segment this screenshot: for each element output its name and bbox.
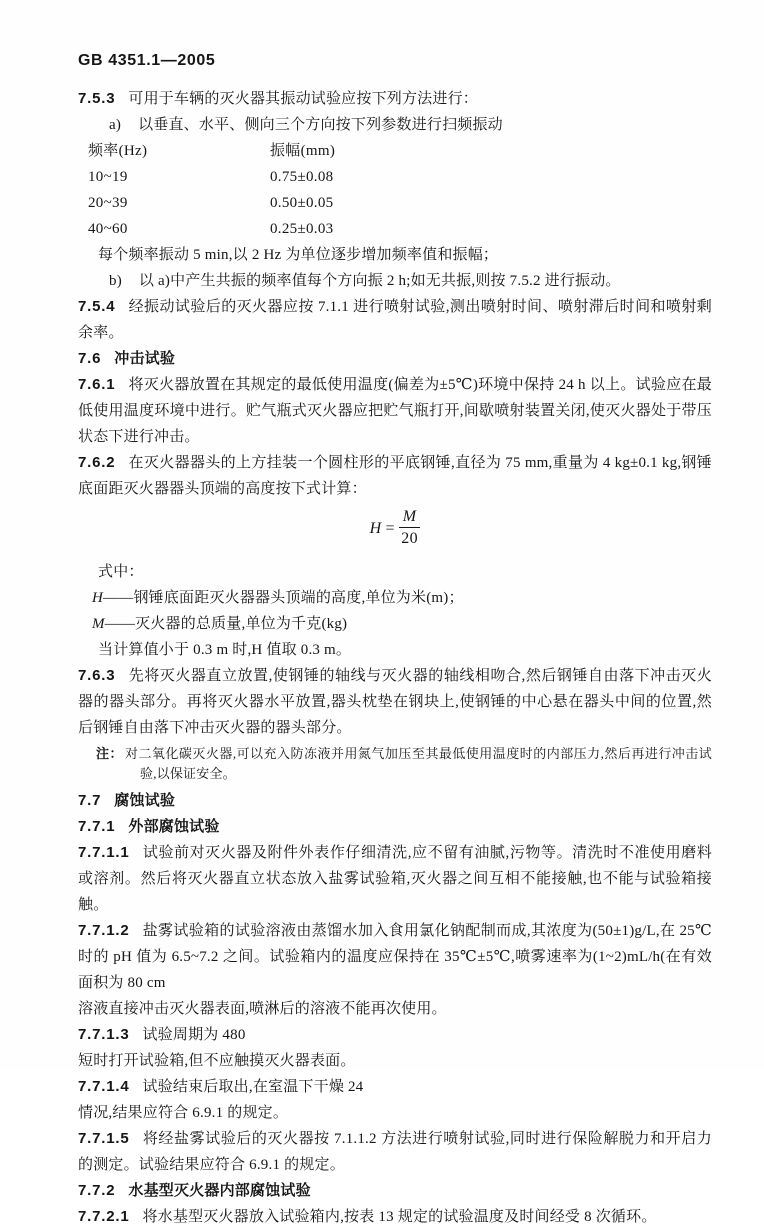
clause-number: 7.7.2.1 [78,1208,130,1225]
note-label: 注： [96,746,123,761]
amplitude-cell: 0.50±0.05 [270,195,334,211]
fraction-numerator [399,507,421,528]
fraction-denominator: 20 [401,530,418,547]
amplitude-cell: 0.25±0.03 [270,221,334,237]
clause-number: 7.7.1.4 [78,1078,130,1095]
definition-text: ——灭火器的总质量,单位为千克(kg) [104,616,348,632]
numerator-symbol: M [402,508,417,525]
symbol-definition-H [78,585,712,611]
note-text: 对二氧化碳灭火器,可以充入防冻液并用氮气加压至其最低使用温度时的内部压力,然后再进行冲击试验,以保证安全。 [124,746,712,781]
list-text: 以 a)中产生共振的频率值每个方向振 2 h;如无共振,则按 7.5.2 进行振动。 [138,273,621,289]
vibration-table-row [78,190,712,216]
heading-7.7.1 [78,814,712,840]
clause-7.7.1.5 [78,1126,712,1178]
heading-7.6 [78,346,712,372]
clause-text: 外部腐蚀试验 [128,819,220,835]
clause-number: 7.7 [78,792,102,809]
clause-7.7.1.3 [78,1022,712,1048]
paragraph: 情况,结果应符合 6.9.1 的规定。 [78,1105,289,1121]
clause-7.7.1.1 [78,840,712,918]
equals-sign: = [385,520,395,538]
frequency-cell: 频率(Hz) [88,143,148,159]
clause-number: 7.7.1 [78,818,116,835]
clause-7.5.3 [78,86,712,112]
note [78,744,712,784]
indented-text: 每个频率振动 5 min,以 2 Hz 为单位逐步增加频率值和振幅； [98,247,499,263]
clause-7.7.1.4 [78,1074,712,1100]
clause-text: 腐蚀试验 [114,793,176,809]
clause-text: 在灭火器器头的上方挂装一个圆柱形的平底钢锤,直径为 75 mm,重量为 4 kg±0.1 kg,钢锤底面距灭火器器头顶端的高度按下式计算： [78,455,712,497]
clause-text: 试验结束后取出,在室温下干燥 24 [142,1079,364,1095]
clause-number: 7.6 [78,350,102,367]
clause-number: 7.7.2 [78,1182,116,1199]
vibration-table-row [78,164,712,190]
clause-7.6.3 [78,663,712,741]
amplitude-cell: 振幅(mm) [270,143,336,159]
list-text: 以垂直、水平、侧向三个方向按下列参数进行扫频振动 [138,117,503,133]
clause-text: 冲击试验 [114,351,176,367]
symbol: H [92,590,104,606]
clause-text: 试验周期为 480 [142,1027,246,1043]
vibration-table-row [78,138,712,164]
clause-number: 7.5.4 [78,298,116,315]
clause-7.6.1 [78,372,712,450]
indented-text: 式中： [98,564,144,580]
definition-text: ——钢锤底面距灭火器器头顶端的高度,单位为米(m)； [103,590,464,606]
clause-text: 将水基型灭火器放入试验箱内,按表 13 规定的试验温度及时间经受 8 次循环。 [142,1209,657,1225]
clause-number: 7.6.3 [78,667,116,684]
symbol: M [92,616,105,632]
clause-number: 7.6.1 [78,376,116,393]
list-marker: a) [109,117,122,133]
vibration-table-row [78,216,712,242]
standard-number: GB 4351.1—2005 [78,52,216,69]
frequency-cell: 40~60 [88,221,128,237]
clause-7.7.1.2 [78,918,712,996]
clause-text: 盐雾试验箱的试验溶液由蒸馏水加入食用氯化钠配制而成,其浓度为(50±1)g/L,在 25℃时的 pH 值为 6.5~7.2 之间。试验箱内的温度应保持在 35℃±5℃,喷雾速率为(1~2)mL/h(在有效面积为 80 cm [78,923,712,991]
clause-text: 将灭火器放置在其规定的最低使用温度(偏差为±5℃)环境中保持 24 h 以上。试验应在最低使用温度环境中进行。贮气瓶式灭火器应把贮气瓶打开,间歇喷射装置关闭,使灭火器处于带压状态下进行冲击。 [78,377,712,445]
heading-7.7 [78,788,712,814]
clause-text: 将经盐雾试验后的灭火器按 7.1.1.2 方法进行喷射试验,同时进行保险解脱力和开启力的测定。试验结果应符合 6.9.1 的规定。 [78,1131,712,1173]
document-body [78,86,712,1230]
paragraph: 溶液直接冲击灭火器表面,喷淋后的溶液不能再次使用。 [78,1001,447,1017]
frequency-cell: 10~19 [88,169,128,185]
clause-number: 7.6.2 [78,454,116,471]
clause-text: 可用于车辆的灭火器其振动试验应按下列方法进行： [128,91,478,107]
clause-number: 7.7.1.5 [78,1130,130,1147]
amplitude-cell: 0.75±0.08 [270,169,334,185]
paragraph: 短时打开试验箱,但不应触摸灭火器表面。 [78,1053,356,1069]
clause-7.5.4 [78,294,712,346]
clause-text: 试验前对灭火器及附件外表作仔细清洗,应不留有油腻,污物等。清洗时不准使用磨料或溶剂。然后将灭火器直立状态放入盐雾试验箱,灭火器之间互相不能接触,也不能与试验箱接触。 [78,845,712,913]
indented-text: 当计算值小于 0.3 m 时,H 值取 0.3 m。 [98,642,352,658]
formula-lhs: H [369,520,382,538]
clause-text: 先将灭火器直立放置,使钢锤的轴线与灭火器的轴线相吻合,然后钢锤自由落下冲击灭火器的器头部分。再将灭火器水平放置,器头枕垫在钢块上,使钢锤的中心悬在器头中间的位置,然后钢锤自由落下冲击灭火器的器头部分。 [78,668,712,736]
frequency-cell: 20~39 [88,195,128,211]
clause-7.6.2 [78,450,712,502]
list-item-a [78,112,712,138]
clause-text: 水基型灭火器内部腐蚀试验 [128,1183,311,1199]
heading-7.7.2 [78,1178,712,1204]
fraction [399,507,421,548]
formula-H-equals-M-over-20 [78,502,712,559]
clause-number: 7.5.3 [78,90,116,107]
clause-number: 7.7.1.3 [78,1026,130,1043]
clause-text: 经振动试验后的灭火器应按 7.1.1 进行喷射试验,测出喷射时间、喷射滞后时间和喷射剩余率。 [78,299,712,341]
clause-number: 7.7.1.1 [78,844,130,861]
clause-7.7.2.1 [78,1204,712,1230]
list-item-b [78,268,712,294]
clause-number: 7.7.1.2 [78,922,130,939]
symbol-definition-M [78,611,712,637]
list-marker: b) [109,273,122,289]
